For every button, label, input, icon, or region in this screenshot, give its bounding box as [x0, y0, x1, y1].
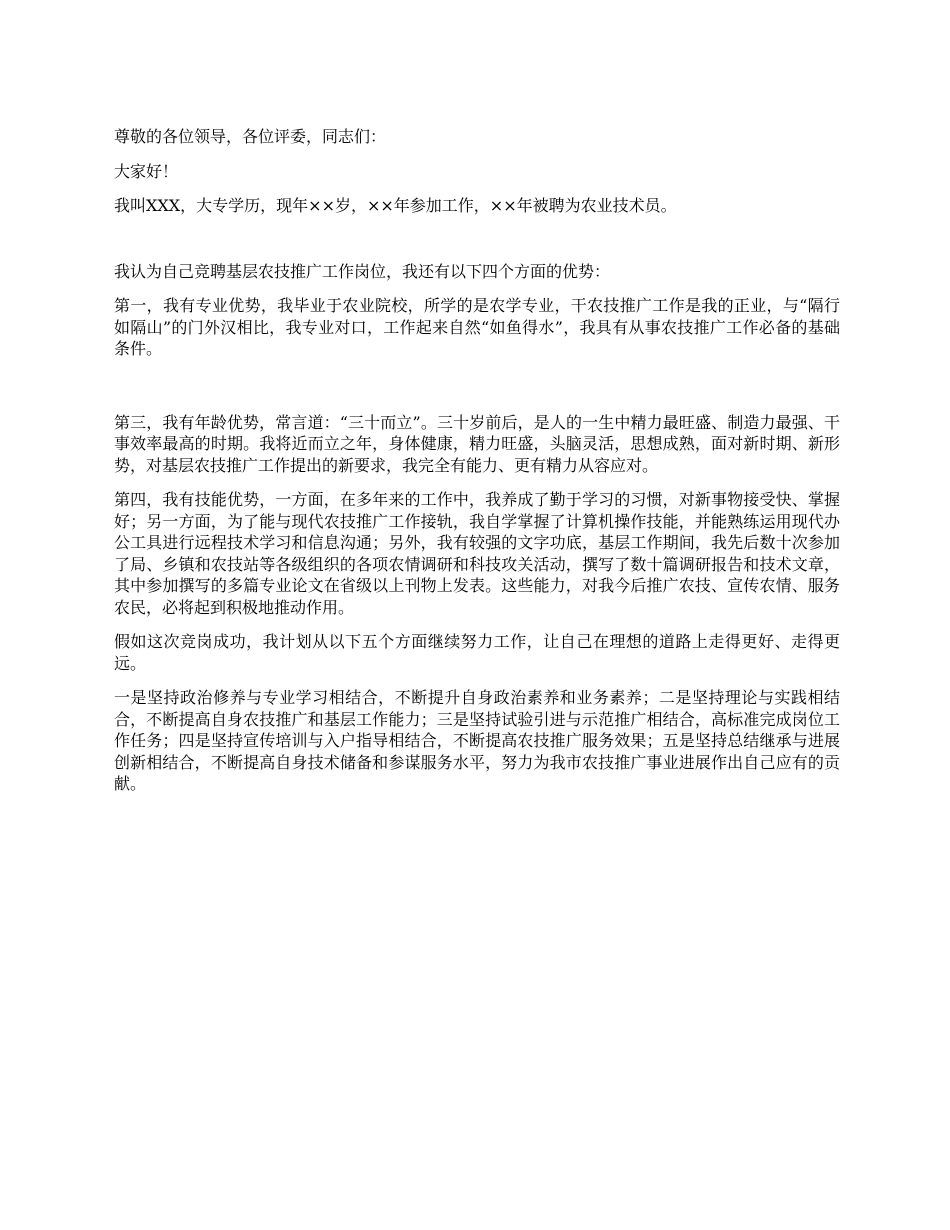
self-introduction: 我叫XXX，大专学历，现年××岁，××年参加工作，××年被聘为农业技术员。 — [114, 196, 677, 215]
advantage-third: 第三，我有年龄优势，常言道：“三十而立”。三十岁前后，是人的一生中精力最旺盛、制造力最强、干事效率最高的时期。我将近而立之年，身体健康，精力旺盛，头脑灵活，思想成熟，面对新时期、新形势，对基层农技推广工作提出的新要求，我完全有能力、更有精力从容应对。 — [114, 412, 840, 475]
plan-intro: 假如这次竞岗成功，我计划从以下五个方面继续努力工作，让自己在理想的道路上走得更好、走得更远。 — [114, 632, 840, 673]
salutation: 尊敬的各位领导，各位评委，同志们： — [114, 127, 387, 146]
document-page — [114, 126, 840, 808]
greeting: 大家好！ — [114, 161, 179, 181]
advantages-intro: 我认为自己竞聘基层农技推广工作岗位，我还有以下四个方面的优势： — [114, 261, 611, 281]
advantage-fourth: 第四，我有技能优势，一方面，在多年来的工作中，我养成了勤于学习的习惯，对新事物接受快、掌握好；另一方面，为了能与现代农技推广工作接轨，我自学掌握了计算机操作技能，并能熟练运用现代办公工具进行远程技术学习和信息沟通；另外，我有较强的文字功底，基层工作期间，我先后数十次参加了局、乡镇和农技站等各级组织的各项农情调研和科技攻关活动，撰写了数十篇调研报告和技术文章，其中参加撰写的多篇专业论文在省级以上刊物上发表。这些能力，对我今后推广农技、宣传农情、服务农民，必将起到积极地推动作用。 — [114, 490, 840, 617]
paragraph-gap — [114, 373, 840, 412]
plan-details: 一是坚持政治修养与专业学习相结合，不断提升自身政治素养和业务素养；二是坚持理论与实践相结合，不断提高自身农技推广和基层工作能力；三是坚持试验引进与示范推广相结合，高标准完成岗位工作任务；四是坚持宣传培训与入户指导相结合，不断提高农技推广服务效果；五是坚持总结继承与进展创新相结合，不断提高自身技术储备和参谋服务水平，努力为我市农技推广事业进展作出自己应有的贡献。 — [114, 688, 840, 793]
advantage-first: 第一，我有专业优势，我毕业于农业院校，所学的是农学专业，干农技推广工作是我的正业，与“隔行如隔山”的门外汉相比，我专业对口，工作起来自然“如鱼得水”，我具有从事农技推广工作必备的基础条件。 — [114, 296, 840, 358]
paragraph-gap — [114, 230, 840, 261]
